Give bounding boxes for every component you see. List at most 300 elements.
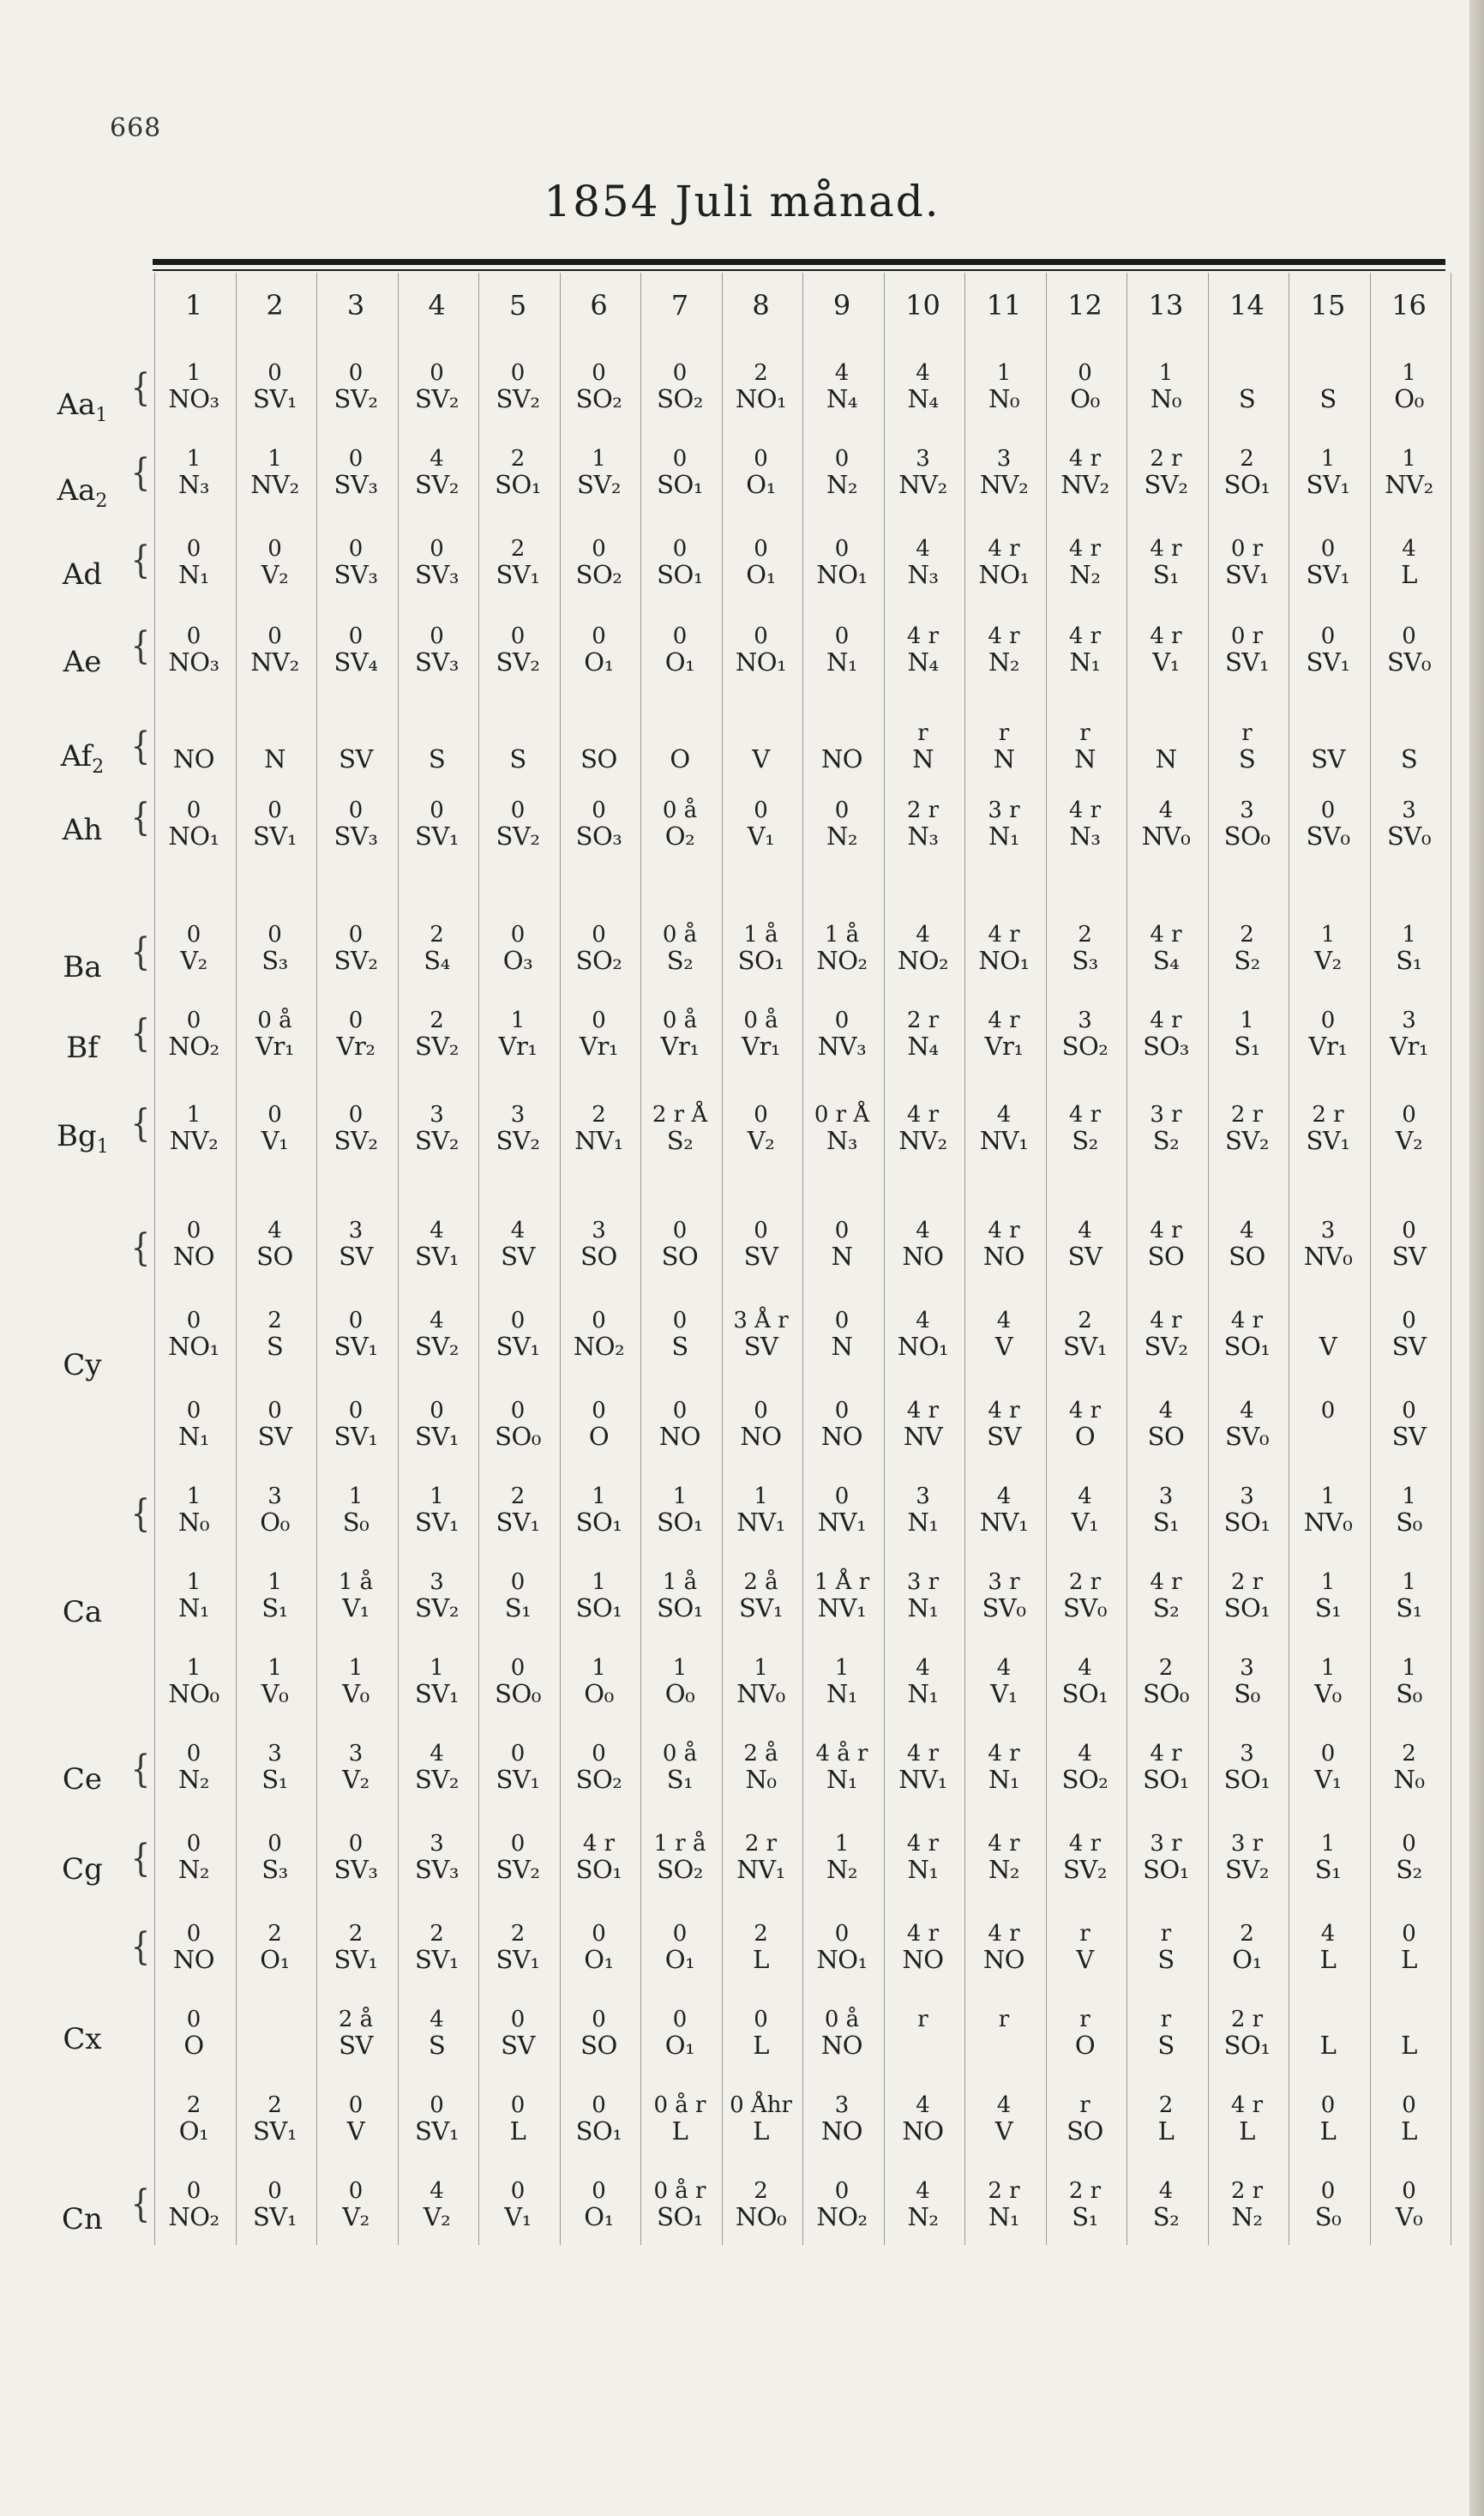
cell-strength: r	[1079, 2007, 1090, 2032]
table-cell	[640, 2092, 719, 2147]
cell-direction: N₄	[826, 384, 857, 413]
cell-strength: 0 å	[743, 1008, 778, 1033]
cell-strength: 0	[754, 1102, 768, 1128]
cell-direction: N₄	[907, 384, 939, 413]
cell-strength: 0	[672, 1308, 688, 1333]
cell-direction: O₁	[664, 647, 695, 677]
cell-direction: SV₂	[415, 1765, 459, 1794]
table-cell	[1127, 798, 1205, 852]
cell-strength	[1370, 2007, 1449, 2032]
table-cell	[722, 1218, 801, 1273]
table-cell	[560, 1484, 639, 1538]
cell-direction: SV₁	[415, 1945, 459, 1974]
cell-strength: 0	[592, 2178, 606, 2204]
cell-strength: 2	[267, 1308, 282, 1333]
cell-strength: 3	[348, 1218, 363, 1243]
cell-direction: SV₁	[415, 2116, 459, 2146]
cell-strength: 3	[348, 1741, 363, 1767]
cell-strength: 2	[1158, 1655, 1174, 1681]
cell-strength: 0	[672, 360, 688, 386]
cell-strength: 0	[1320, 536, 1336, 562]
table-cell	[316, 1218, 395, 1273]
cell-strength: 0	[754, 536, 768, 562]
cell-direction: SV₀	[1387, 822, 1431, 851]
cell-strength: 3 r	[1150, 1102, 1182, 1128]
cell-strength: 1	[592, 1484, 606, 1509]
cell-direction: O₀	[260, 1508, 290, 1537]
table-cell	[154, 798, 233, 852]
table-cell	[478, 1655, 557, 1710]
cell-strength: 4 r	[988, 1741, 1020, 1767]
table-cell	[802, 1008, 881, 1062]
table-cell	[1289, 720, 1367, 775]
cell-direction: N₃	[907, 822, 939, 851]
cell-strength: 4 r	[988, 1218, 1020, 1243]
cell-strength: 3	[267, 1484, 282, 1509]
cell-strength: 0	[267, 922, 282, 948]
cell-direction: O₁	[260, 1945, 290, 1974]
cell-direction: V₁	[747, 822, 775, 851]
day-header: 5	[508, 289, 527, 322]
cell-direction: N₁	[826, 1679, 857, 1708]
table-cell	[1127, 446, 1205, 501]
cell-strength: 0	[430, 536, 444, 562]
cell-direction: SO₀	[495, 1679, 541, 1708]
table-cell	[1208, 1655, 1287, 1710]
cell-strength: 0	[834, 798, 850, 823]
table-cell	[1208, 446, 1287, 501]
cell-strength: 4 r	[1150, 1741, 1182, 1767]
cell-strength: 0	[1402, 2178, 1416, 2204]
cell-direction: NV₀	[1303, 1508, 1353, 1537]
cell-direction: S₄	[1152, 946, 1180, 975]
table-cell	[1046, 2007, 1125, 2062]
cell-direction: O	[588, 1422, 610, 1451]
cell-direction: SV₃	[415, 560, 459, 589]
table-cell	[640, 536, 719, 591]
cell-direction: SO₃	[575, 822, 622, 851]
table-cell	[1289, 1102, 1367, 1157]
cell-direction: V	[752, 744, 770, 773]
cell-strength: r	[998, 2007, 1010, 2032]
cell-strength: 0	[834, 1008, 850, 1033]
table-cell	[1046, 623, 1125, 678]
table-cell	[236, 360, 315, 415]
table-cell	[154, 446, 233, 501]
cell-strength: 0	[1320, 1741, 1336, 1767]
cell-direction: S₂	[1152, 2202, 1180, 2231]
table-cell	[560, 1102, 639, 1157]
table-cell	[722, 1308, 801, 1363]
table-cell	[154, 2092, 233, 2147]
table-cell	[398, 1218, 477, 1273]
table-cell	[316, 536, 395, 591]
cell-strength: 0	[186, 1741, 201, 1767]
row-label-sub: 1	[96, 1135, 109, 1158]
row-label-text: Aa	[57, 473, 96, 508]
cell-strength: 1	[348, 1484, 363, 1509]
cell-direction: SV₂	[1063, 1855, 1107, 1884]
row-label-text: Cx	[63, 2022, 102, 2056]
cell-strength: 1	[672, 1655, 688, 1681]
cell-strength: r	[1241, 720, 1253, 746]
table-cell	[560, 446, 639, 501]
cell-direction: SV₁	[415, 822, 459, 851]
table-cell	[398, 1008, 477, 1062]
row-label	[57, 1595, 108, 1629]
cell-direction: S₀	[1396, 1679, 1422, 1708]
table-cell	[236, 1831, 315, 1886]
cell-direction: NO₁	[816, 560, 868, 589]
cell-direction: SV	[1311, 744, 1345, 773]
cell-direction: NO₃	[168, 384, 219, 413]
table-cell	[154, 1218, 233, 1273]
cell-strength: 1	[592, 1569, 606, 1595]
cell-strength: 4 r	[1068, 1398, 1102, 1424]
cell-direction: SO₁	[575, 2116, 622, 2146]
cell-strength: 0	[510, 2092, 526, 2118]
table-cell	[802, 446, 881, 501]
cell-direction: SO₁	[575, 1508, 622, 1537]
table-cell	[1127, 623, 1205, 678]
cell-direction: S₂	[1396, 1855, 1422, 1884]
cell-strength: 3	[1240, 1741, 1254, 1767]
cell-strength: 1 Å r	[814, 1569, 870, 1595]
cell-strength: 0	[348, 1102, 363, 1128]
table-cell	[1289, 2007, 1367, 2062]
table-cell	[398, 2178, 477, 2233]
cell-strength: 3	[834, 2092, 850, 2118]
cell-strength: 1	[348, 1655, 363, 1681]
table-cell	[722, 1102, 801, 1157]
cell-strength: 4 r	[988, 1398, 1020, 1424]
table-cell	[802, 1921, 881, 1976]
cell-direction: SV₁	[1225, 560, 1269, 589]
cell-strength: 0	[592, 536, 606, 562]
table-cell	[1208, 1921, 1287, 1976]
table-cell	[1370, 1308, 1449, 1363]
cell-direction: SO₂	[575, 1765, 622, 1794]
cell-direction: NO₂	[168, 1032, 219, 1061]
cell-direction: SO₁	[1223, 2031, 1271, 2060]
table-cell	[236, 1102, 315, 1157]
cell-strength: 0	[348, 922, 363, 948]
cell-strength: 3	[916, 446, 930, 472]
cell-strength: 4 r	[1150, 1008, 1182, 1033]
cell-direction: L	[753, 2116, 769, 2146]
cell-strength: 0	[430, 1398, 444, 1424]
cell-direction: N₀	[1150, 384, 1181, 413]
cell-direction: L	[671, 2116, 688, 2146]
cell-direction: L	[1401, 1945, 1417, 1974]
table-cell	[560, 536, 639, 591]
cell-direction: SO₁	[657, 1593, 703, 1622]
table-cell	[316, 1102, 395, 1157]
cell-direction: SO	[1066, 2116, 1103, 2146]
cell-direction: SO₁	[575, 1593, 622, 1622]
table-cell	[1208, 922, 1287, 977]
table-cell	[478, 2178, 557, 2233]
table-cell	[884, 1921, 963, 1976]
day-header: 8	[752, 289, 770, 322]
page-title: 1854 Juli månad.	[544, 177, 940, 226]
table-cell	[236, 2007, 315, 2062]
cell-direction: SO₁	[1061, 1679, 1108, 1708]
cell-strength: 0	[267, 1831, 282, 1857]
table-cell	[802, 1308, 881, 1363]
cell-direction: SV₁	[496, 1508, 540, 1537]
table-cell	[316, 1831, 395, 1886]
cell-strength: 0	[186, 798, 201, 823]
cell-direction: SV₁	[253, 384, 297, 413]
cell-strength: 2 r	[1230, 1102, 1264, 1128]
cell-strength: 0	[1402, 623, 1416, 649]
cell-strength: 2	[510, 446, 526, 472]
cell-strength: 4	[1078, 1741, 1092, 1767]
cell-direction: SV₁	[415, 1422, 459, 1451]
cell-strength: 4 r	[1150, 536, 1182, 562]
cell-direction: SV	[339, 744, 373, 773]
cell-direction: NV₂	[898, 1126, 947, 1155]
table-cell	[722, 446, 801, 501]
cell-strength: 0	[348, 2092, 363, 2118]
row-label	[57, 950, 108, 984]
cell-strength: 1	[186, 1484, 201, 1509]
cell-direction: SV₁	[496, 1765, 540, 1794]
table-cell	[316, 1398, 395, 1453]
cell-strength: 2	[754, 1921, 768, 1947]
cell-strength: 4	[996, 2092, 1012, 2118]
cell-direction: SV₁	[333, 1945, 378, 1974]
page-number: 668	[110, 113, 162, 143]
cell-strength: 2	[754, 2178, 768, 2204]
cell-strength: 0	[672, 1921, 688, 1947]
table-cell	[478, 1398, 557, 1453]
table-cell	[722, 2178, 801, 2233]
cell-direction	[964, 2032, 1043, 2062]
cell-direction: S₁	[1396, 1593, 1422, 1622]
cell-strength: 4	[916, 922, 930, 948]
cell-direction: O₁	[584, 1945, 614, 1974]
cell-direction: S₀	[342, 1508, 369, 1537]
cell-direction: N	[912, 744, 934, 773]
cell-strength: 0	[510, 2007, 526, 2032]
table-cell	[398, 1569, 477, 1624]
table-cell	[560, 1398, 639, 1453]
cell-strength: 0	[1402, 1398, 1416, 1424]
cell-strength: 1	[834, 1655, 850, 1681]
table-cell	[236, 2178, 315, 2233]
cell-direction: S₂	[1152, 1593, 1180, 1622]
table-cell	[316, 798, 395, 852]
row-label-text: Cy	[63, 1348, 102, 1382]
cell-direction: SV₂	[1144, 470, 1188, 499]
table-cell	[236, 922, 315, 977]
cell-strength: 0	[834, 1921, 850, 1947]
cell-direction: NV₁	[979, 1508, 1029, 1537]
cell-strength: 1	[186, 1102, 201, 1128]
cell-direction: S₁	[666, 1765, 694, 1794]
cell-strength: 0	[186, 1308, 201, 1333]
table-cell	[802, 623, 881, 678]
cell-strength	[1127, 720, 1205, 746]
cell-direction	[1289, 1424, 1367, 1453]
cell-direction: SO₁	[495, 470, 541, 499]
row-label	[57, 1031, 108, 1065]
cell-direction: SV₁	[415, 1679, 459, 1708]
cell-strength: 0	[510, 623, 526, 649]
cell-direction: SV₁	[1306, 470, 1350, 499]
day-header: 4	[428, 289, 446, 322]
row-label-text: Bf	[66, 1031, 99, 1065]
cell-strength: 0 å	[662, 798, 698, 823]
cell-direction: SO₀	[495, 1422, 541, 1451]
cell-direction: N₄	[907, 647, 939, 677]
cell-strength: 0	[510, 1831, 526, 1857]
cell-direction: N₀	[745, 1765, 777, 1794]
day-header: 6	[590, 289, 608, 322]
cell-strength: 2	[1158, 2092, 1174, 2118]
row-label-sub: 2	[92, 755, 105, 778]
cell-strength: 4	[510, 1218, 526, 1243]
cell-strength	[154, 720, 233, 746]
cell-strength: 0	[348, 798, 363, 823]
cell-direction: S₁	[261, 1765, 288, 1794]
row-label	[57, 1119, 108, 1158]
table-cell	[398, 360, 477, 415]
cell-direction: NO	[902, 1945, 944, 1974]
cell-strength: 0	[510, 922, 526, 948]
table-cell	[640, 1484, 719, 1538]
cell-strength: 3	[430, 1102, 444, 1128]
cell-strength: 0 å r	[653, 2092, 706, 2118]
row-label-text: Ca	[62, 1595, 103, 1629]
day-header: 12	[1067, 289, 1102, 322]
table-cell	[1208, 2092, 1287, 2147]
cell-direction: SV	[1067, 1242, 1102, 1271]
table-cell	[478, 1741, 557, 1796]
cell-strength: 4	[1320, 1921, 1336, 1947]
cell-strength: 0	[348, 623, 363, 649]
table-cell	[478, 1921, 557, 1976]
cell-strength: 0	[754, 798, 768, 823]
table-cell	[560, 720, 639, 775]
table-cell	[884, 1741, 963, 1796]
table-cell	[722, 922, 801, 977]
table-cell	[560, 798, 639, 852]
cell-direction: SV₁	[333, 1332, 378, 1361]
cell-direction: V₀	[1395, 2202, 1423, 2231]
table-cell	[884, 2007, 963, 2062]
cell-strength: 2	[1078, 922, 1092, 948]
table-cell	[398, 2092, 477, 2147]
cell-strength: 1	[1402, 1655, 1416, 1681]
cell-strength: 0	[1078, 360, 1092, 386]
table-cell	[1208, 2007, 1287, 2062]
brace: {	[130, 1837, 151, 1881]
table-cell	[964, 1308, 1043, 1363]
cell-direction: Vr₁	[255, 1032, 294, 1061]
cell-strength: 0	[186, 623, 201, 649]
cell-strength: 4 r	[988, 1008, 1020, 1033]
table-cell	[964, 1398, 1043, 1453]
cell-direction: S₂	[666, 946, 694, 975]
cell-strength: r	[917, 2007, 928, 2032]
cell-direction: SV₂	[577, 470, 621, 499]
table-cell	[1208, 2178, 1287, 2233]
cell-direction: NO₁	[978, 946, 1030, 975]
table-cell	[478, 1102, 557, 1157]
cell-direction: SV₀	[982, 1593, 1026, 1622]
table-cell	[1127, 1308, 1205, 1363]
cell-direction: SO	[580, 1242, 617, 1271]
cell-direction: NO	[172, 744, 215, 773]
brace: {	[130, 796, 151, 840]
table-cell	[1289, 446, 1367, 501]
cell-direction: S₃	[261, 946, 288, 975]
cell-direction: O₀	[1070, 384, 1100, 413]
cell-strength: 1	[1402, 1569, 1416, 1595]
cell-direction: SV	[743, 1242, 778, 1271]
brace: {	[130, 1748, 151, 1791]
cell-strength: r	[1160, 1921, 1172, 1947]
table-cell	[154, 922, 233, 977]
table-cell	[1208, 360, 1287, 415]
table-cell	[316, 720, 395, 775]
table-cell	[1208, 1484, 1287, 1538]
cell-direction: N	[993, 744, 1015, 773]
cell-strength: 0	[592, 2092, 606, 2118]
row-label	[57, 557, 108, 592]
cell-strength: 2 r	[1230, 1569, 1264, 1595]
cell-strength: 1	[834, 1831, 850, 1857]
table-cell	[398, 2007, 477, 2062]
cell-strength: 1	[1402, 360, 1416, 386]
cell-strength: 0	[267, 798, 282, 823]
cell-direction: S₃	[261, 1855, 288, 1884]
brace: {	[130, 2182, 151, 2226]
table-cell	[1127, 2007, 1205, 2062]
cell-direction: SV₁	[496, 560, 540, 589]
cell-direction: SV₂	[415, 1332, 459, 1361]
table-cell	[640, 446, 719, 501]
table-cell	[560, 2178, 639, 2233]
table-cell	[236, 720, 315, 775]
cell-direction: NO	[820, 2116, 863, 2146]
cell-direction: N₀	[988, 384, 1019, 413]
cell-direction: S₀	[1314, 2202, 1342, 2231]
table-cell	[884, 798, 963, 852]
cell-strength: 4	[996, 1655, 1012, 1681]
cell-direction: V₁	[342, 1593, 369, 1622]
table-cell	[236, 1655, 315, 1710]
table-cell	[1208, 1102, 1287, 1157]
cell-direction: V₂	[1314, 946, 1342, 975]
cell-direction: SO₂	[575, 560, 622, 589]
cell-strength: 0	[672, 2007, 688, 2032]
cell-direction: N₂	[826, 470, 857, 499]
cell-direction: N₁	[907, 1593, 939, 1622]
cell-strength: 0	[186, 2178, 201, 2204]
cell-strength: 0	[1402, 2092, 1416, 2118]
cell-strength: 2 r	[1068, 1569, 1102, 1595]
row-label	[57, 2202, 108, 2236]
cell-strength: 0	[430, 2092, 444, 2118]
table-cell	[398, 623, 477, 678]
table-cell	[802, 922, 881, 977]
cell-direction: V	[994, 1332, 1013, 1361]
table-cell	[1046, 922, 1125, 977]
